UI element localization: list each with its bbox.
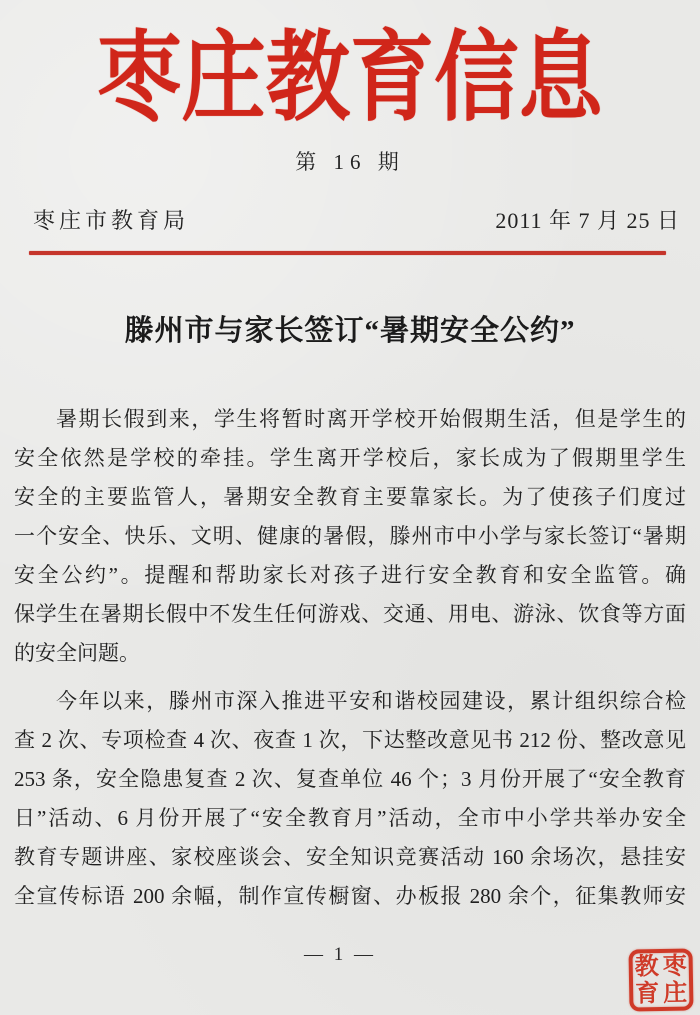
text-line: 安全依然是学校的牵挂。学生离开学校后，家长成为了假期里学生 — [14, 446, 686, 470]
seal-char: 庄 — [663, 980, 688, 1007]
seal-char: 枣 — [662, 953, 687, 980]
header-row — [33, 204, 680, 234]
text-line: 日”活动、6 月份开展了“安全教育月”活动，全市中小学共举办安全 — [14, 806, 686, 830]
text-line: 暑期长假到来，学生将暂时离开学校开始假期生活，但是学生的 — [56, 407, 686, 431]
text-line: 的安全问题。 — [14, 641, 140, 665]
text-line: 保学生在暑期长假中不发生任何游戏、交通、用电、游泳、饮食等方面 — [14, 602, 686, 626]
masthead-divider-rule — [29, 251, 666, 255]
text-line: 今年以来，滕州市深入推进平安和谐校园建设，累计组织综合检 — [56, 689, 686, 713]
text-line: 全宣传标语 200 余幅，制作宣传橱窗、办板报 280 余个，征集教师安 — [14, 884, 686, 908]
text-line: 253 条，安全隐患复查 2 次、复查单位 46 个；3 月份开展了“安全教育 — [14, 767, 686, 791]
text-line: 教育专题讲座、家校座谈会、安全知识竞赛活动 160 余场次，悬挂安 — [14, 845, 686, 869]
text-line: 安全的主要监管人，暑期安全教育主要靠家长。为了使孩子们度过 — [14, 485, 686, 509]
text-line: 安全公约”。提醒和帮助家长对孩子进行安全教育和安全监管。确 — [14, 563, 686, 587]
seal-char: 育 — [635, 980, 660, 1007]
paragraph — [14, 400, 686, 673]
text-line: 一个安全、快乐、文明、健康的暑假，滕州市中小学与家长签订“暑期 — [14, 524, 686, 548]
seal-char: 教 — [634, 953, 659, 980]
article-body — [14, 400, 686, 916]
issue-number: 第 16 期 — [295, 150, 405, 174]
paragraph — [14, 682, 686, 916]
masthead-title: 枣庄教育信息 — [97, 25, 603, 133]
text-line: 查 2 次、专项检查 4 次、夜查 1 次，下达整改意见书 212 份、整改意见 — [14, 728, 686, 752]
publisher-name: 枣庄市教育局 — [33, 208, 190, 233]
official-seal — [628, 948, 693, 1011]
article-title: 滕州市与家长签订“暑期安全公约” — [124, 315, 576, 347]
publication-date: 2011 年 7 月 25 日 — [495, 208, 680, 233]
page-number: — 1 — — [304, 944, 376, 965]
